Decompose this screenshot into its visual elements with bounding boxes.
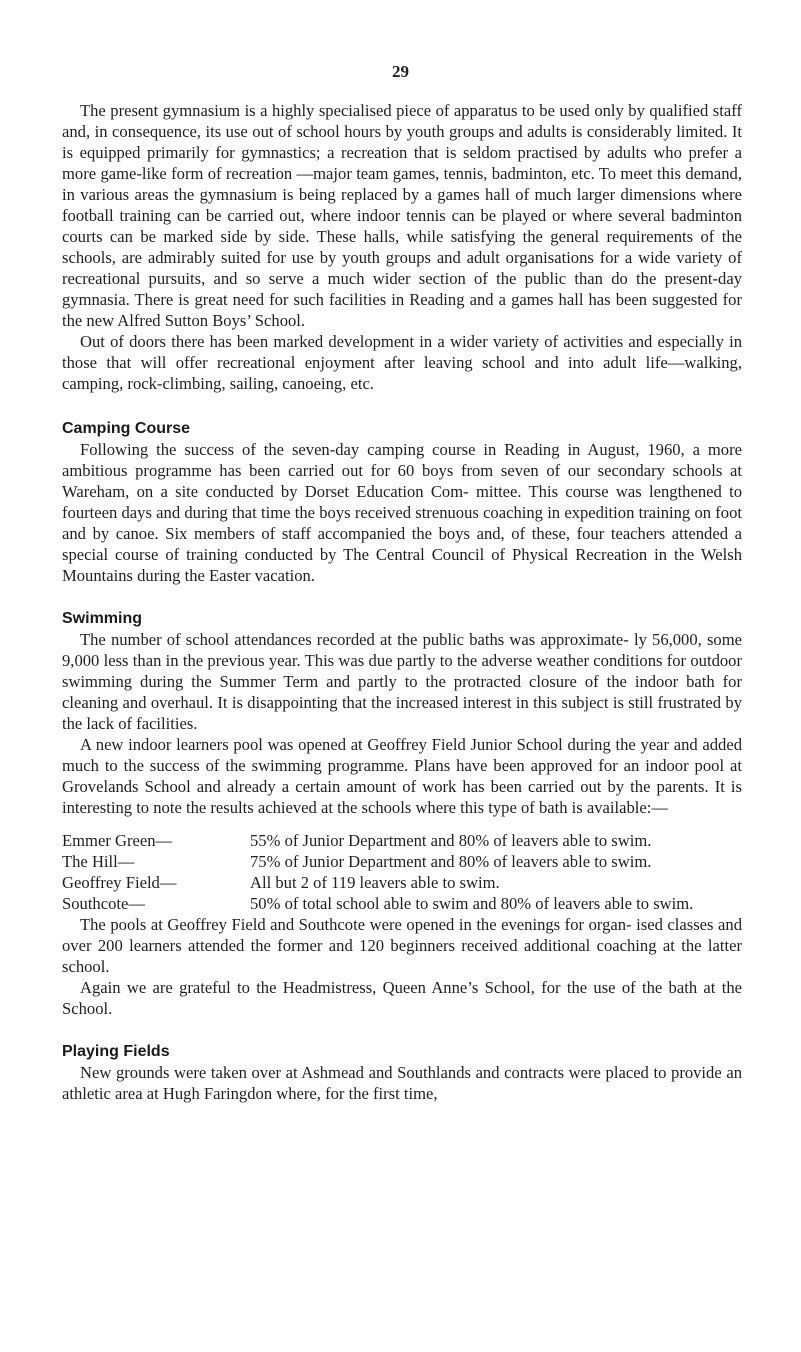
result-school: Geoffrey Field— — [62, 873, 177, 892]
result-school: Southcote— — [62, 894, 145, 913]
result-row — [62, 830, 742, 851]
playing-fields-paragraph-1: New grounds were taken over at Ashmead and Southlands and contracts were placed to provide an athletic area at Hugh Faringdon where, for the first time, — [62, 1063, 742, 1103]
camping-section — [62, 418, 742, 586]
result-row — [62, 872, 742, 893]
result-text: 50% of total school able to swim and 80% of leavers able to swim. — [250, 894, 694, 913]
swimming-paragraph-2: A new indoor learners pool was opened at Geoffrey Field Junior School during the year and added much to the success of the swimming programme. Plans have been approved for an indoor pool at Grovelands School and already a certain amount of work has been carried out by the parents. It is interesting to note the results achieved at the schools where this type of bath is available:— — [62, 735, 742, 817]
swimming-results-list — [62, 830, 742, 914]
result-school: Emmer Green— — [62, 831, 173, 850]
result-row — [62, 893, 742, 914]
result-text: 55% of Junior Department and 80% of leavers able to swim. — [250, 831, 652, 850]
document-body — [62, 100, 742, 1104]
swimming-heading: Swimming — [62, 610, 143, 627]
swimming-section — [62, 608, 742, 1019]
swimming-paragraph-3: The pools at Geoffrey Field and Southcote were opened in the evenings for organ- ised classes and over 200 learners attended the former and 120 beginners received additional coaching at the latter school. — [62, 915, 742, 976]
camping-heading: Camping Course — [62, 420, 191, 437]
playing-fields-heading: Playing Fields — [62, 1043, 170, 1060]
result-text: 75% of Junior Department and 80% of leavers able to swim. — [250, 852, 652, 871]
swimming-paragraph-1: The number of school attendances recorded at the public baths was approximate- ly 56,000, some 9,000 less than in the previous year. This was due partly to the adverse weather conditions for outdoor swimming during the Summer Term and partly to the protracted closure of the indoor bath for cleaning and overhaul. It is disappointing that the increased interest in this subject is still frustrated by the lack of facilities. — [62, 630, 742, 733]
intro-section — [62, 100, 742, 394]
playing-fields-section — [62, 1041, 742, 1104]
result-row — [62, 851, 742, 872]
page-number: 29 — [392, 62, 409, 81]
camping-paragraph-1: Following the success of the seven-day camping course in Reading in August, 1960, a more ambitious programme has been carried out for 60 boys from seven of our secondary schools at Wareham, on a site conducted by Dorset Education Com- mittee. This course was lengthened to fourteen days and during that time the boys received strenuous coaching in expedition training on foot and by canoe. Six members of staff accompanied the boys and, of these, four teachers attended a special course of training conducted by The Central Council of Physical Recreation in the Welsh Mountains during the Easter vacation. — [62, 440, 742, 585]
swimming-paragraph-4: Again we are grateful to the Headmistress, Queen Anne’s School, for the use of the bath at the School. — [62, 978, 742, 1018]
intro-paragraph-1: The present gymnasium is a highly specialised piece of apparatus to be used only by qualified staff and, in consequence, its use out of school hours by youth groups and adults is considerably limited. It is equipped primarily for gymnastics; a recreation that is seldom practised by adults who prefer a more game-like form of recreation —major team games, tennis, badminton, etc. To meet this demand, in various areas the gymnasium is being replaced by a games hall of much larger dimensions where football training can be carried out, where indoor tennis can be played or where several badminton courts can be marked side by side. These halls, while satisfying the general requirements of the schools, are admirably suited for use by youth groups and adult organisations for a wide variety of recreational pursuits, and so serve a much wider section of the public than do the present-day gymnasia. There is great need for such facilities in Reading and a games hall has been suggested for the new Alfred Sutton Boys’ School. — [62, 101, 742, 330]
result-school: The Hill— — [62, 852, 135, 871]
result-text: All but 2 of 119 leavers able to swim. — [250, 873, 500, 892]
intro-paragraph-2: Out of doors there has been marked development in a wider variety of activities and especially in those that will offer recreational enjoyment after leaving school and into adult life—walking, camping, rock-climbing, sailing, canoeing, etc. — [62, 332, 742, 393]
